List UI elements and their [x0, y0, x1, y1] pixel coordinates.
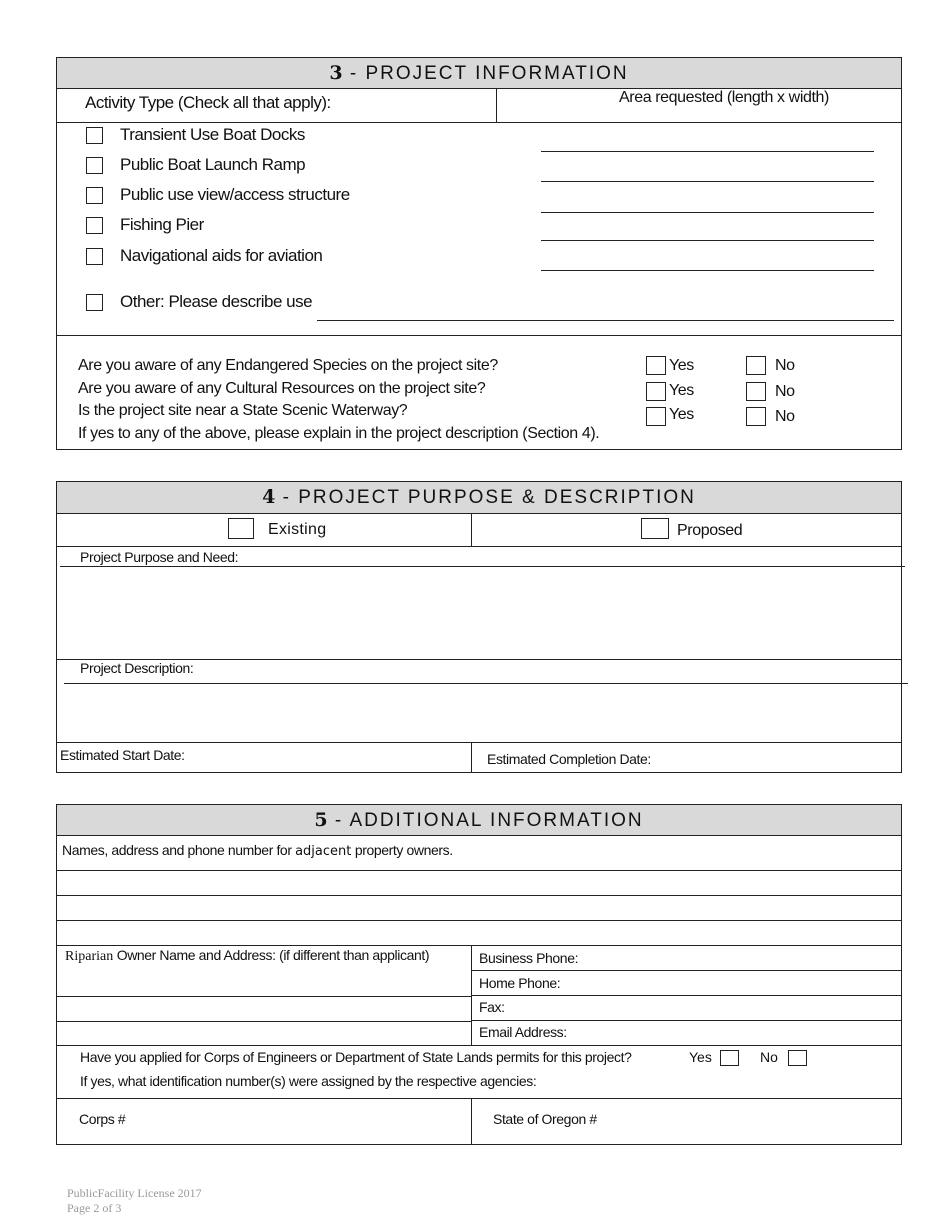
area-input-launch-ramp[interactable]: [541, 181, 874, 182]
question-scenic-waterway: Is the project site near a State Scenic Waterway?: [78, 402, 408, 419]
description-label: Project Description:: [80, 660, 194, 676]
riparian-owner-input[interactable]: [57, 966, 470, 1044]
activity-label: Public use view/access structure: [120, 185, 350, 204]
corps-number-input[interactable]: [135, 1099, 470, 1144]
area-input-boat-docks[interactable]: [541, 151, 874, 152]
completion-date-input[interactable]: [665, 743, 901, 772]
start-date-input[interactable]: [200, 743, 470, 772]
area-input-navigational-aids[interactable]: [541, 270, 874, 271]
activity-checkbox-navigational-aids[interactable]: [86, 248, 103, 265]
start-date-label: Estimated Start Date:: [60, 747, 185, 763]
endangered-yes-label: Yes: [669, 357, 694, 374]
fax-input[interactable]: [510, 996, 900, 1020]
fax-label: Fax:: [479, 999, 505, 1015]
area-input-view-structure[interactable]: [541, 212, 874, 213]
description-input[interactable]: [57, 684, 901, 742]
home-phone-input[interactable]: [565, 971, 900, 995]
permits-yes-checkbox[interactable]: [720, 1050, 739, 1066]
adjacent-owner-row-1[interactable]: [57, 871, 901, 895]
home-phone-label: Home Phone:: [479, 975, 561, 991]
explain-note: If yes to any of the above, please explain in the project description (Section 4).: [78, 425, 600, 442]
email-label: Email Address:: [479, 1024, 567, 1040]
question-cultural-resources: Are you aware of any Cultural Resources on the project site?: [78, 380, 486, 397]
proposed-label: Proposed: [677, 522, 743, 539]
purpose-input[interactable]: [57, 567, 901, 659]
endangered-yes-checkbox[interactable]: [646, 356, 666, 375]
permits-no-checkbox[interactable]: [788, 1050, 807, 1066]
endangered-no-checkbox[interactable]: [746, 356, 766, 375]
completion-date-label: Estimated Completion Date:: [487, 751, 651, 767]
section4-header: [56, 481, 902, 514]
section5-title: - ADDITIONAL INFORMATION: [327, 810, 644, 831]
adjacent-owner-row-3[interactable]: [57, 921, 901, 945]
cultural-no-checkbox[interactable]: [746, 382, 766, 401]
waterway-yes-checkbox[interactable]: [646, 407, 666, 426]
permits-no-label: No: [760, 1049, 778, 1065]
cultural-yes-checkbox[interactable]: [646, 382, 666, 401]
activity-checkbox-fishing-pier[interactable]: [86, 217, 103, 234]
endangered-no-label: No: [775, 357, 795, 374]
proposed-checkbox[interactable]: [641, 518, 669, 539]
permits-yes-label: Yes: [689, 1049, 712, 1065]
area-requested-label: Area requested (length x width): [619, 89, 829, 106]
cultural-no-label: No: [775, 383, 795, 400]
activity-checkbox-launch-ramp[interactable]: [86, 157, 103, 174]
waterway-no-checkbox[interactable]: [746, 407, 766, 426]
other-description-input[interactable]: [317, 320, 894, 321]
purpose-label: Project Purpose and Need:: [80, 549, 239, 565]
section4-title: - PROJECT PURPOSE & DESCRIPTION: [275, 487, 696, 508]
oregon-number-input[interactable]: [610, 1099, 900, 1144]
activity-label: Transient Use Boat Docks: [120, 125, 305, 144]
cultural-yes-label: Yes: [669, 382, 694, 399]
waterway-no-label: No: [775, 408, 795, 425]
activity-label: Public Boat Launch Ramp: [120, 155, 306, 174]
section3-header: [56, 57, 902, 89]
adjacent-owners-label: Names, address and phone number for adjacent property owners.: [62, 842, 453, 859]
other-label: Other: Please describe use: [120, 292, 313, 311]
permits-question: Have you applied for Corps of Engineers or Department of State Lands permits for this project?: [80, 1049, 632, 1065]
footer-license: PublicFacility License 2017: [67, 1186, 202, 1200]
section5-header: [56, 804, 902, 836]
section3-number: 3: [329, 62, 343, 84]
section3-title: - PROJECT INFORMATION: [342, 63, 629, 84]
activity-type-label: Activity Type (Check all that apply):: [85, 93, 331, 112]
area-input-fishing-pier[interactable]: [541, 240, 874, 241]
section5-number: 5: [314, 809, 328, 831]
corps-number-label: Corps #: [79, 1111, 126, 1127]
oregon-number-label: State of Oregon #: [493, 1111, 597, 1127]
activity-checkbox-other[interactable]: [86, 294, 103, 311]
activity-checkbox-view-structure[interactable]: [86, 187, 103, 204]
activity-checkbox-boat-docks[interactable]: [86, 127, 103, 144]
business-phone-input[interactable]: [580, 946, 900, 970]
existing-label: Existing: [268, 521, 327, 538]
question-endangered-species: Are you aware of any Endangered Species on the project site?: [78, 357, 498, 374]
email-input[interactable]: [580, 1021, 900, 1045]
activity-label: Fishing Pier: [120, 215, 204, 234]
activity-label: Navigational aids for aviation: [120, 246, 323, 265]
section4-number: 4: [262, 486, 276, 508]
waterway-yes-label: Yes: [669, 406, 694, 423]
existing-checkbox[interactable]: [228, 518, 254, 539]
adjacent-owner-row-2[interactable]: [57, 896, 901, 920]
footer-page-number: Page 2 of 3: [67, 1201, 122, 1215]
business-phone-label: Business Phone:: [479, 950, 579, 966]
riparian-owner-label: Riparian Owner Name and Address: (if different than applicant): [65, 947, 430, 964]
permits-followup: If yes, what identification number(s) were assigned by the respective agencies:: [80, 1073, 537, 1089]
